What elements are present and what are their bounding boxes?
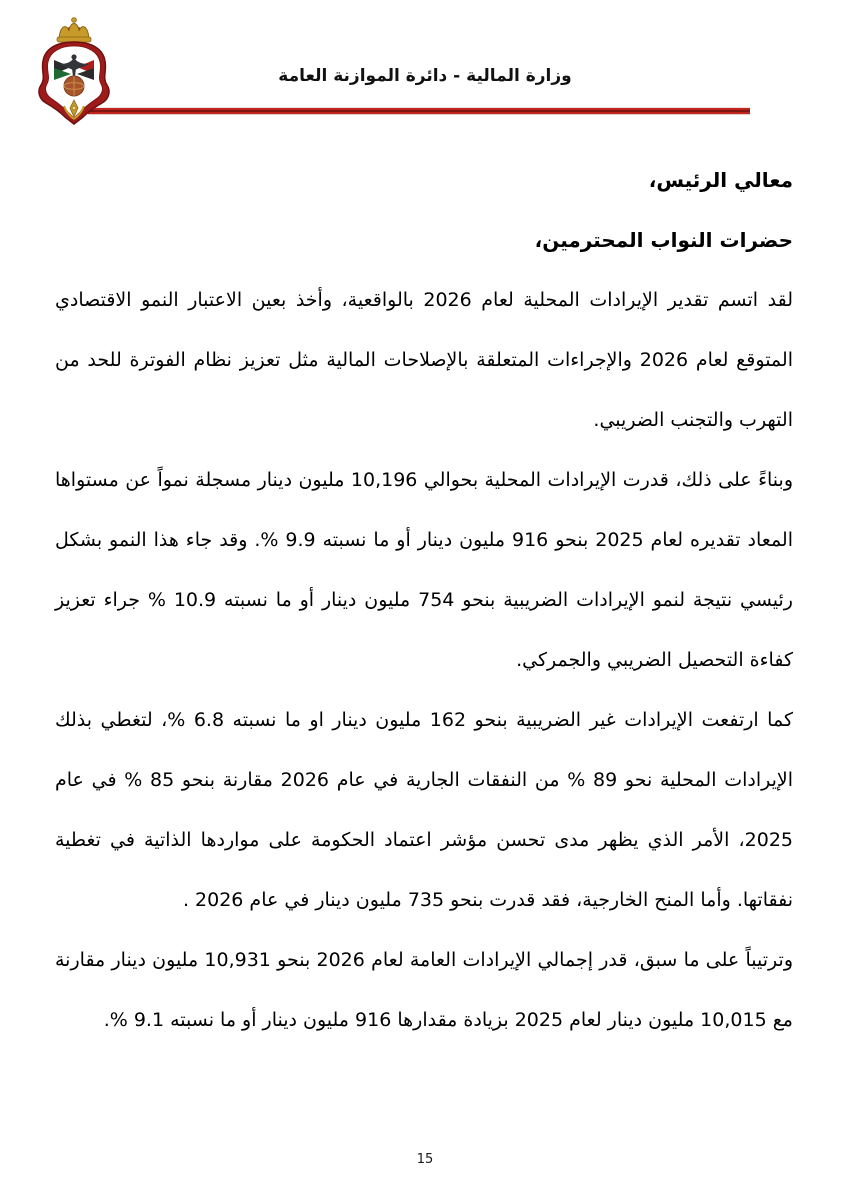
paragraph-total-public-revenues: وترتيباً على ما سبق، قدر إجمالي الإيرادات العامة لعام 2026 بنحو 10,931 مليون دينار مقارنة مع 10,015 مليون دينار لعام 2025 بزيادة مقدارها 916 مليون دينار أو ما نسبته 9.1 %. xyxy=(55,949,794,1031)
salutation-president: معالي الرئيس، xyxy=(648,168,793,192)
page-number: 15 xyxy=(416,1152,434,1167)
header-divider-rule xyxy=(88,107,750,115)
paragraph-non-tax-revenues: كما ارتفعت الإيرادات غير الضريبية بنحو 162 مليون دينار او ما نسبته 6.8 %، لتغطي بذلك الإيرادات المحلية نحو 89 % من النفقات الجارية في عام 2026 مقارنة بنحو 85 % في عام 2025، الأمر الذي يظهر مدى تحسن مؤشر اعتماد الحكومة على مواردها الذاتية في تغطية نفقاتها. وأما المنح الخارجية، فقد قدرت بنحو 735 مليون دينار في عام 2026 . xyxy=(55,709,794,911)
paragraph-local-revenues-estimate: لقد اتسم تقدير الإيرادات المحلية لعام 2026 بالواقعية، وأخذ بعين الاعتبار النمو الاقتصادي المتوقع لعام 2026 والإجراءات المتعلقة بالإصلاحات المالية مثل تعزيز نظام الفوترة للحد من التهرب والتجنب الضريبي. xyxy=(55,289,793,431)
ministry-title: وزارة المالية - دائرة الموازنة العامة xyxy=(278,66,572,86)
salutation-deputies: حضرات النواب المحترمين، xyxy=(534,228,793,252)
letter-body xyxy=(55,150,793,1050)
paragraph-revenue-growth: وبناءً على ذلك، قدرت الإيرادات المحلية بحوالي 10,196 مليون دينار مسجلة نمواً عن مستواها المعاد تقديره لعام 2025 بنحو 916 مليون دينار أو ما نسبته 9.9 %. وقد جاء هذا النمو بشكل رئيسي نتيجة لنمو الإيرادات الضريبية بنحو 754 مليون دينار أو ما نسبته 10.9 % جراء تعزيز كفاءة التحصيل الضريبي والجمركي. xyxy=(55,469,794,671)
